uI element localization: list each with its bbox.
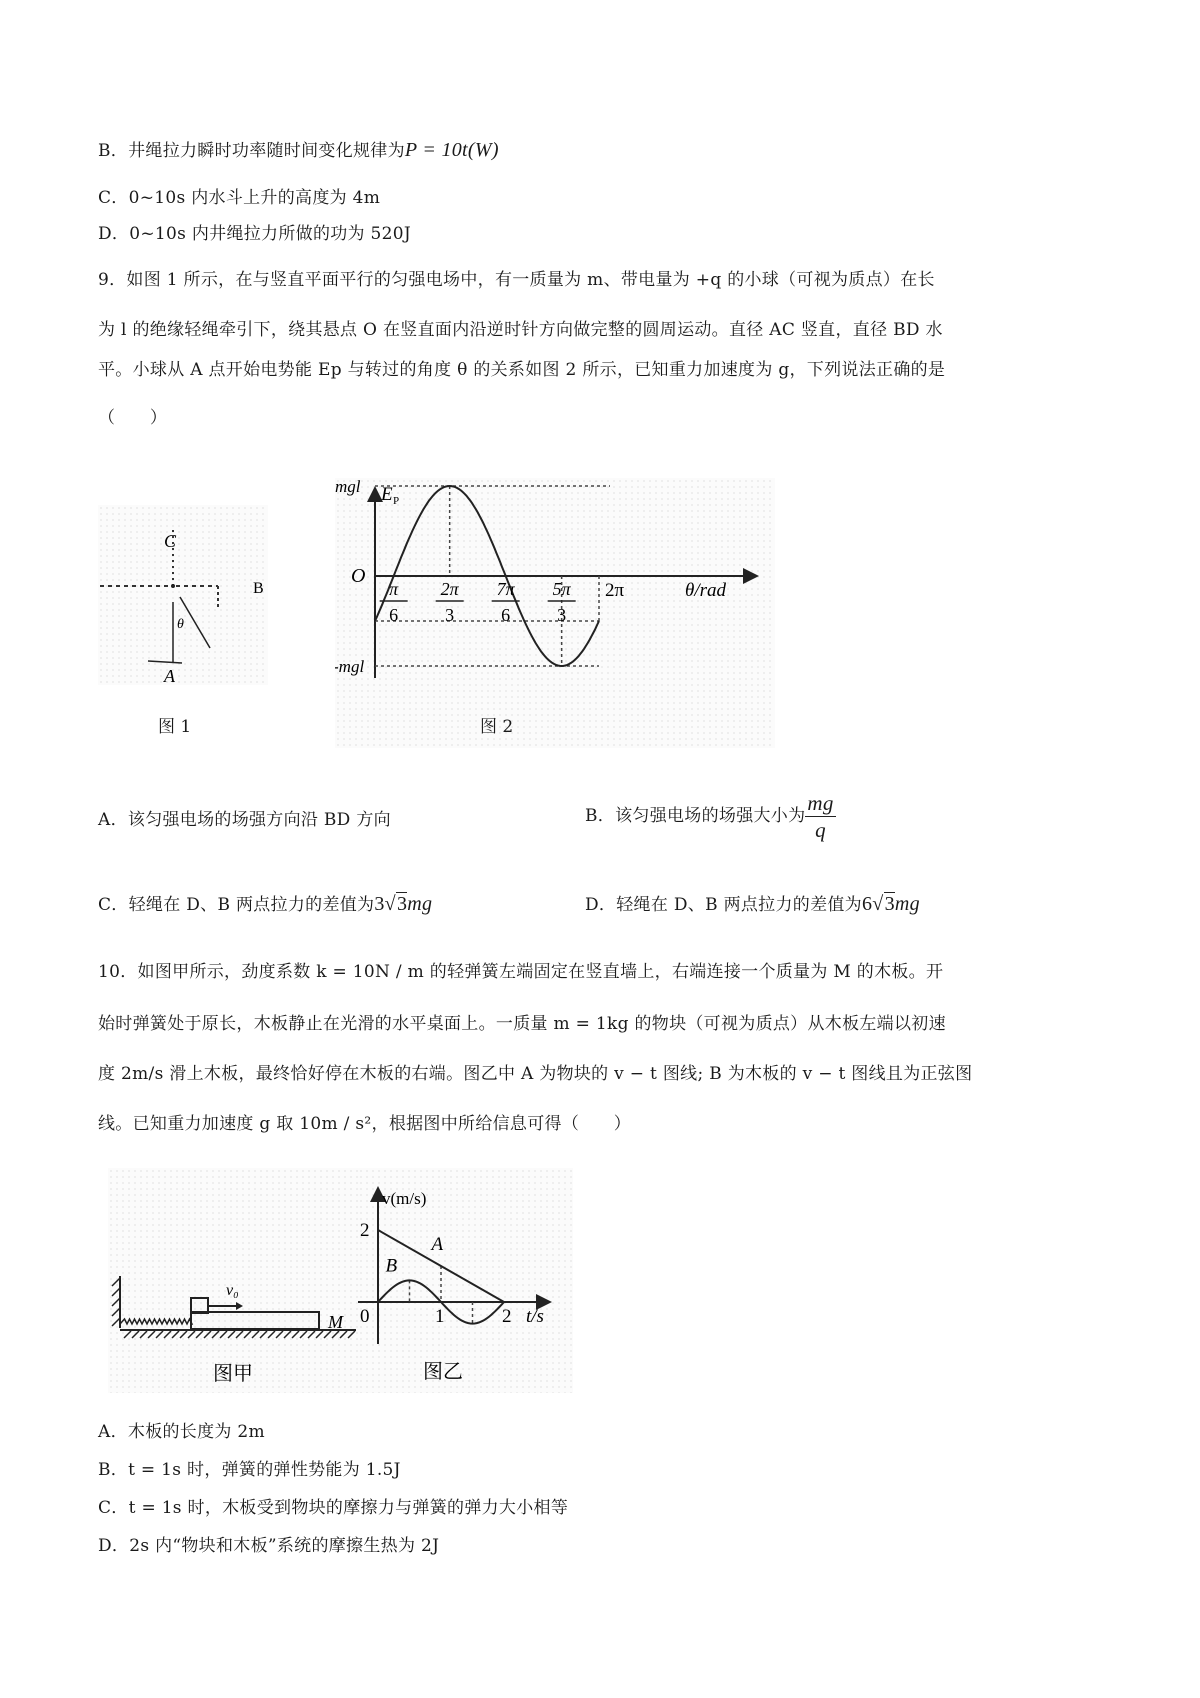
circle-diagram [98, 505, 268, 685]
board-m [191, 1312, 319, 1329]
stem-text: 如图甲所示，劲度系数 k = 10N / m 的轻弹簧左端固定在竖直墙上，右端连接一个质量为 M 的木板。开 [137, 962, 944, 982]
hatch-mark [140, 1331, 147, 1338]
option-label: D． [98, 224, 130, 244]
q10-stem-line2 [98, 1012, 946, 1036]
option-label: C． [98, 188, 129, 208]
q8-option-b [98, 138, 499, 163]
q9-stem-line1 [98, 268, 935, 292]
arrow-head-icon [236, 1302, 243, 1310]
x-tick-3-den: 3 [557, 605, 567, 625]
v-t-chart [358, 1168, 573, 1393]
hatch-mark [276, 1331, 283, 1338]
y-tick-2: 2 [360, 1220, 370, 1241]
q9-option-b [585, 790, 836, 843]
origin-label: O [351, 565, 366, 587]
unit-mg: mg [894, 893, 920, 915]
hatch-mark [148, 1331, 155, 1338]
hatch-mark [124, 1331, 131, 1338]
floor-hatching [124, 1331, 355, 1338]
figure-caption: 图乙 [423, 1359, 463, 1383]
x-tick-2: 2 [502, 1306, 512, 1327]
option-text: 井绳拉力瞬时功率随时间变化规律为 [128, 141, 405, 161]
hatch-mark [212, 1331, 219, 1338]
hatch-mark [324, 1331, 331, 1338]
hatch-mark [164, 1331, 171, 1338]
option-text: t = 1s 时，弹簧的弹性势能为 1.5J [128, 1460, 401, 1480]
q9-answer-blank [98, 406, 167, 430]
stem-text: 为 l 的绝缘轻绳牵引下，绕其悬点 O 在竖直面内沿逆时针方向做完整的圆周运动。直径 AC 竖直，直径 BD 水 [98, 320, 943, 340]
hatch-mark [340, 1331, 347, 1338]
hatch-mark [244, 1331, 251, 1338]
hatch-mark [180, 1331, 187, 1338]
hatch-mark [260, 1331, 267, 1338]
sqrt-sign: √ [872, 893, 884, 915]
q9-figure-1-caption: 图 1 [158, 717, 192, 737]
y-axis-label-sub: P [393, 495, 400, 507]
label-a: A [164, 666, 175, 685]
hatch-mark [252, 1331, 259, 1338]
option-text: 轻绳在 D、B 两点拉力的差值为 [128, 895, 375, 915]
q9-option-a [98, 808, 391, 832]
ep-theta-chart [335, 478, 775, 748]
q9-stem-line3 [98, 358, 945, 382]
y-axis-label: v(m/s) [382, 1189, 427, 1208]
q9-stem-line2 [98, 318, 943, 342]
x-tick-1: 1 [435, 1306, 445, 1327]
figure-caption: 图甲 [213, 1361, 253, 1385]
question-number: 9． [98, 270, 127, 290]
block-m [191, 1298, 208, 1313]
radicand: 3 [396, 893, 408, 915]
option-text: 该匀强电场的场强方向沿 BD 方向 [127, 810, 391, 830]
option-label: B． [98, 141, 129, 161]
option-text: 木板的长度为 2m [127, 1422, 265, 1442]
option-text: 该匀强电场的场强大小为 [615, 806, 806, 826]
series-b-label: B [385, 1255, 398, 1277]
hatch-mark [228, 1331, 235, 1338]
q8-option-d [98, 222, 411, 246]
tick-a [148, 661, 182, 663]
q10-stem-line1 [98, 960, 943, 984]
series-a-label: A [431, 1233, 444, 1255]
hatch-mark [132, 1331, 139, 1338]
y-tick-min: -mgl [335, 657, 365, 676]
option-label: C． [98, 1498, 129, 1518]
q9-figure-2 [335, 478, 775, 748]
question-number: 10． [98, 962, 138, 982]
x-tick-2-num: 7π [496, 579, 515, 599]
numerator: mg [807, 791, 834, 815]
q9-option-d [585, 892, 920, 917]
x-tick-1-den: 3 [445, 605, 455, 625]
q10-option-a [98, 1420, 265, 1444]
option-label: A． [98, 1422, 128, 1442]
stem-text: 平。小球从 A 点开始电势能 Ep 与转过的角度 θ 的关系如图 2 所示，已知重力加速度为 g，下列说法正确的是 [98, 360, 946, 380]
spring-board-diagram [108, 1168, 358, 1393]
y-tick-max: mgl [335, 478, 361, 496]
q10-stem-line4 [98, 1112, 631, 1136]
q10-figure-jia [108, 1168, 358, 1393]
x-tick-0: 0 [360, 1306, 370, 1327]
option-label: D． [585, 895, 617, 915]
stem-text: 如图 1 所示，在与竖直平面平行的匀强电场中，有一质量为 m、带电量为 +q 的小球（可视为质点）在长 [126, 270, 935, 290]
hatch-mark [204, 1331, 211, 1338]
pivot-point-o [171, 584, 175, 588]
hatch-mark [220, 1331, 227, 1338]
option-text: t = 1s 时，木板受到物块的摩擦力与弹簧的弹力大小相等 [128, 1498, 569, 1518]
hatch-mark [300, 1331, 307, 1338]
option-label: B． [98, 1460, 129, 1480]
q8-option-c [98, 186, 380, 210]
y-axis-label: E [381, 484, 393, 505]
q10-option-c [98, 1496, 568, 1520]
answer-blank: （ ） [98, 408, 168, 428]
label-b: B [253, 580, 264, 597]
q10-option-b [98, 1458, 401, 1482]
fraction-mg-over-q [805, 790, 835, 843]
label-c: C [164, 531, 177, 551]
hatch-mark [196, 1331, 203, 1338]
option-text: 轻绳在 D、B 两点拉力的差值为 [616, 895, 862, 915]
x-tick-2pi: 2π [605, 580, 625, 601]
hatch-mark [292, 1331, 299, 1338]
hatch-mark [316, 1331, 323, 1338]
q9-figure-1 [98, 505, 268, 685]
option-text: 2s 内“物块和木板”系统的摩擦生热为 2J [129, 1536, 440, 1556]
option-label: C． [98, 895, 129, 915]
spring [120, 1319, 192, 1324]
hatch-mark [268, 1331, 275, 1338]
option-label: B． [585, 806, 616, 826]
x-tick-1-num: 2π [440, 579, 459, 599]
label-big-m: M [328, 1312, 343, 1332]
stem-text: 度 2m/s 滑上木板，最终恰好停在木板的右端。图乙中 A 为物块的 v − t 图线; B 为木板的 v − t 图线且为正弦图 [98, 1064, 973, 1084]
x-axis-label: t/s [526, 1306, 544, 1327]
hatch-mark [188, 1331, 195, 1338]
sqrt-sign: √ [384, 893, 396, 915]
formula: P = 10t(W) [404, 139, 499, 161]
denominator: q [815, 818, 826, 842]
stem-text: 始时弹簧处于原长，木板静止在光滑的水平桌面上。一质量 m = 1kg 的物块（可视为质点）从木板左端以初速 [98, 1014, 946, 1034]
option-label: D． [98, 1536, 130, 1556]
x-axis-label: θ/rad [685, 580, 727, 601]
q9-figure-2-caption: 图 2 [480, 717, 514, 737]
label-theta: θ [177, 617, 184, 632]
hatch-mark [172, 1331, 179, 1338]
q10-option-d [98, 1534, 439, 1558]
rope [180, 597, 210, 648]
hatch-mark [308, 1331, 315, 1338]
wall-hatching [112, 1278, 120, 1326]
option-label: A． [98, 810, 128, 830]
coefficient: 3 [374, 893, 385, 915]
q10-stem-line3 [98, 1062, 972, 1086]
x-tick-3-num: 5π [552, 579, 571, 599]
option-text: 0~10s 内水斗上升的高度为 4m [128, 188, 381, 208]
x-tick-0-den: 6 [389, 605, 399, 625]
radicand: 3 [884, 893, 895, 915]
hatch-mark [348, 1331, 355, 1338]
hatch-mark [236, 1331, 243, 1338]
option-text: 0~10s 内井绳拉力所做的功为 520J [129, 224, 412, 244]
label-v0: v₀ [226, 1282, 239, 1299]
x-tick-0-num: π [389, 579, 399, 599]
unit-mg: mg [407, 893, 433, 915]
x-tick-2-den: 6 [501, 605, 511, 625]
hatch-mark [156, 1331, 163, 1338]
q10-figure-yi [358, 1168, 573, 1393]
hatch-mark [284, 1331, 291, 1338]
coefficient: 6 [861, 893, 873, 915]
hatch-mark [332, 1331, 339, 1338]
q9-option-c [98, 892, 432, 917]
stem-text: 线。已知重力加速度 g 取 10m / s²，根据图中所给信息可得（ ） [98, 1114, 632, 1134]
